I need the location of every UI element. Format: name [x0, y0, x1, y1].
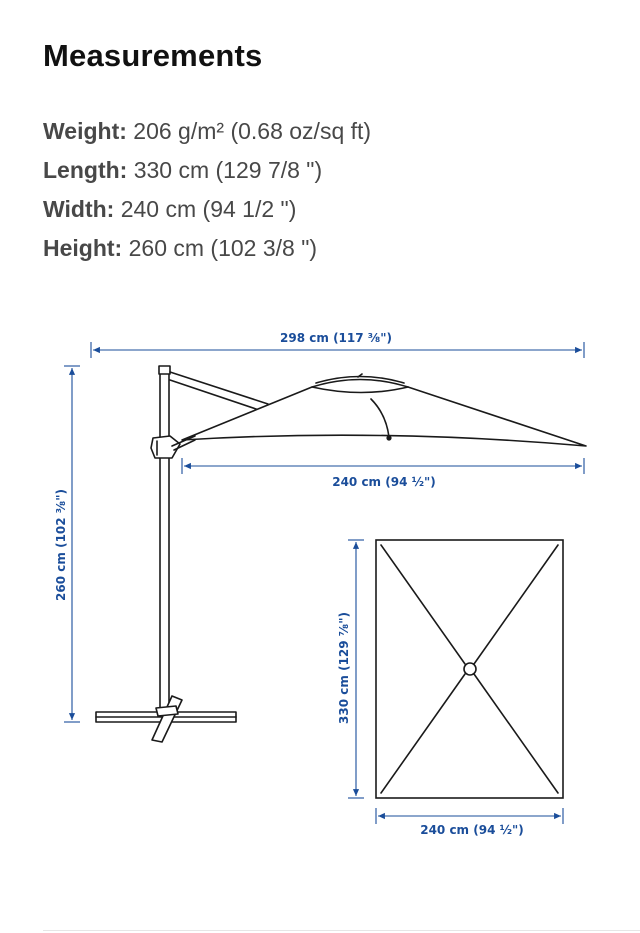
top-length-label: 330 cm (129 ⅞") [337, 612, 351, 724]
top-width-label: 240 cm (94 ½") [420, 823, 524, 837]
overall-width-label: 298 cm (117 ⅜") [280, 331, 392, 345]
spec-value: 260 cm (102 3/8 ") [122, 235, 318, 261]
spec-label: Length: [43, 157, 128, 183]
page-title: Measurements [43, 38, 263, 73]
section-divider [43, 930, 640, 931]
spec-label: Weight: [43, 118, 127, 144]
canopy-width-label: 240 cm (94 ½") [332, 475, 436, 489]
spec-label: Height: [43, 235, 123, 261]
spec-value: 206 g/m² (0.68 oz/sq ft) [126, 118, 372, 144]
spec-label: Width: [43, 196, 115, 222]
canopy-top-drawing [376, 540, 563, 798]
spec-value: 330 cm (129 7/8 ") [127, 157, 323, 183]
spec-value: 240 cm (94 1/2 ") [114, 196, 297, 222]
height-label: 260 cm (102 ⅜") [54, 489, 68, 601]
